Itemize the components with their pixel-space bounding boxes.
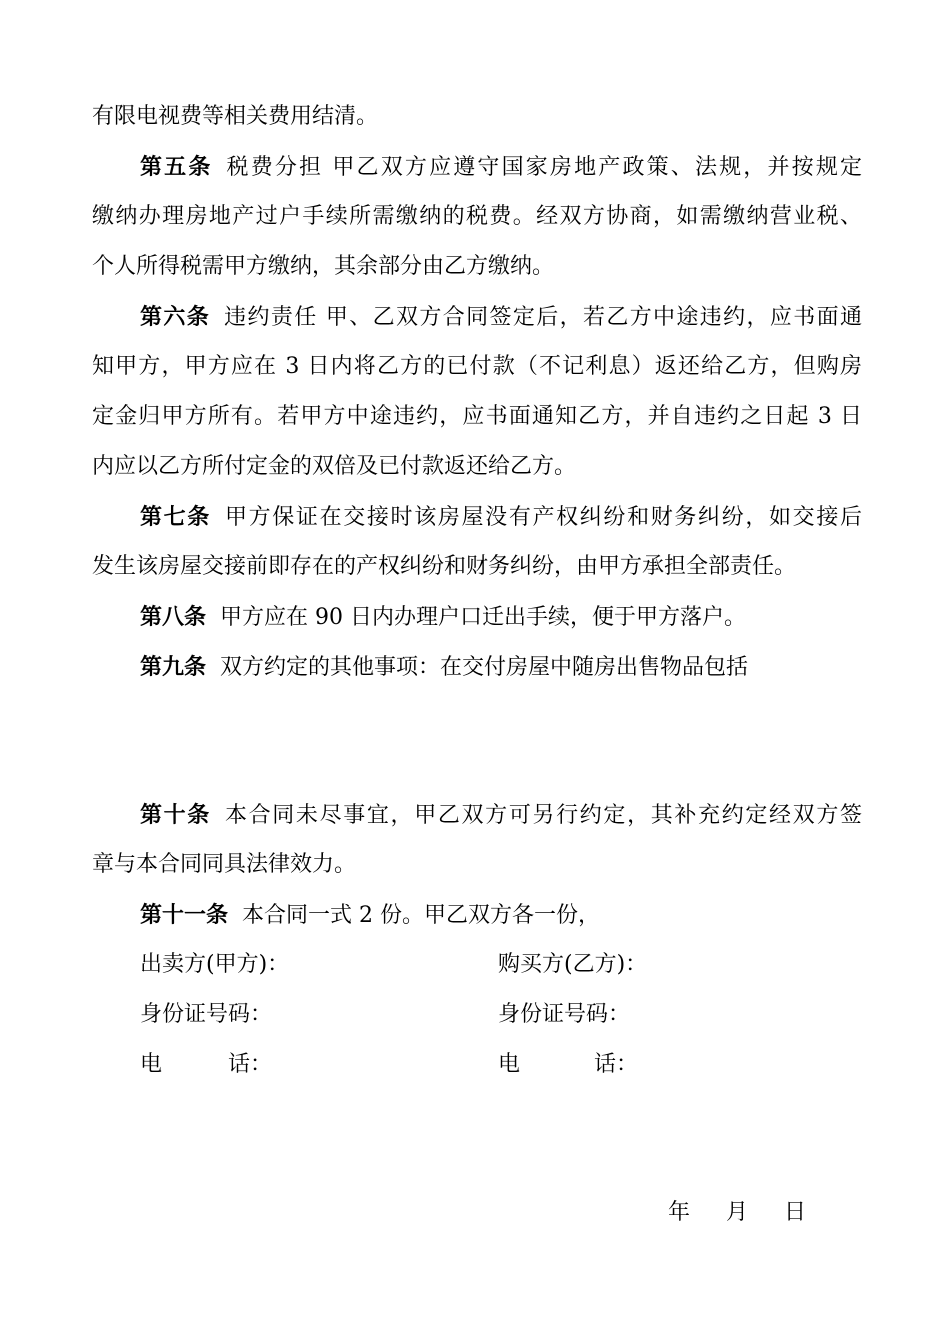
phone-char-2: 话： [594,1052,639,1077]
phone-char-2: 话： [228,1052,273,1077]
article-8-text: 甲方应在 90 日内办理户口迁出手续，便于甲方落户。 [220,605,746,630]
article-11-title: 第十一条 [140,902,229,928]
article-10-title: 第十条 [140,802,211,828]
seller-phone-label [140,1050,272,1080]
article-6-text: 违约责任 甲、乙双方合同签定后，若乙方中途违约，应书面通 [224,305,862,330]
article-6-line [140,302,862,333]
paragraph-line: 内应以乙方所付定金的双倍及已付款返还给乙方。 [92,454,577,479]
phone-char-1: 电 [498,1052,521,1077]
article-7-line [140,502,862,533]
paragraph-line: 章与本合同同具法律效力。 [92,852,357,877]
article-9-title: 第九条 [140,654,207,680]
paragraph-line: 缴纳办理房地产过户手续所需缴纳的税费。经双方协商，如需缴纳营业税、 [92,204,862,229]
article-11-line [140,900,862,931]
article-8-title: 第八条 [140,604,207,630]
article-10-text: 本合同未尽事宜，甲乙双方可另行约定，其补充约定经双方签 [224,803,862,828]
date-year: 年 [668,1200,691,1225]
date-month: 月 [726,1200,749,1225]
buyer-label: 购买方(乙方)： [498,952,648,977]
buyer-id-label: 身份证号码： [498,1002,631,1027]
paragraph-line: 个人所得税需甲方缴纳，其余部分由乙方缴纳。 [92,254,555,279]
article-9-line [140,652,862,683]
article-5-text: 税费分担 甲乙双方应遵守国家房地产政策、法规，并按规定 [226,155,862,180]
paragraph-line: 发生该房屋交接前即存在的产权纠纷和财务纠纷，由甲方承担全部责任。 [92,554,797,579]
article-11-text: 本合同一式 2 份。甲乙双方各一份， [242,903,601,928]
seller-label: 出卖方(甲方)： [140,952,290,977]
paragraph-line: 有限电视费等相关费用结清。 [92,104,379,129]
date-day: 日 [784,1200,807,1225]
paragraph-line: 知甲方，甲方应在 3 日内将乙方的已付款（不记利息）返还给乙方，但购房 [92,354,862,379]
article-6-title: 第六条 [140,304,211,330]
buyer-phone-label [498,1050,638,1080]
article-7-title: 第七条 [140,504,211,530]
article-5-line [140,152,862,183]
phone-char-1: 电 [140,1052,163,1077]
article-7-text: 甲方保证在交接时该房屋没有产权纠纷和财务纠纷，如交接后 [224,505,862,530]
article-10-line [140,800,862,831]
seller-id-label: 身份证号码： [140,1002,273,1027]
article-9-text: 双方约定的其他事项：在交付房屋中随房出售物品包括 [220,655,749,680]
article-5-title: 第五条 [140,154,213,180]
date-line [668,1198,806,1228]
article-8-line [140,602,862,633]
paragraph-line: 定金归甲方所有。若甲方中途违约，应书面通知乙方，并自违约之日起 3 日 [92,404,862,429]
